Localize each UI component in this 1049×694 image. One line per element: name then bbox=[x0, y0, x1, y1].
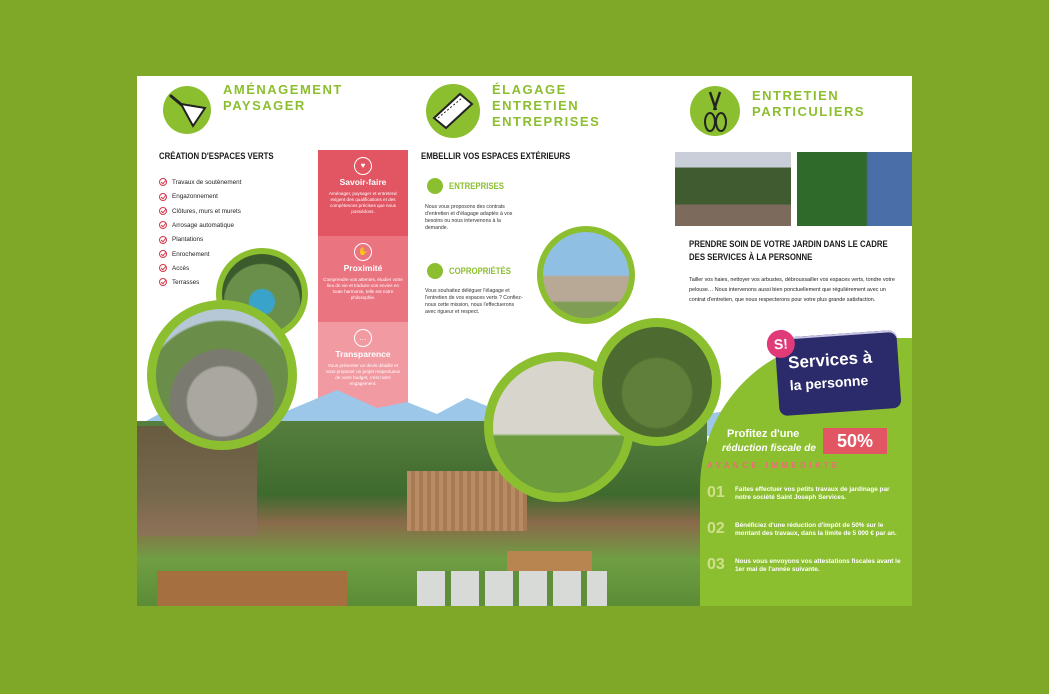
step-text: Faites effectuer vos petits travaux de jardinage par notre société Saint Joseph Services. bbox=[735, 486, 890, 501]
terrace-photo bbox=[147, 300, 297, 450]
col3-heading: ENTRETIEN PARTICULIERS bbox=[752, 88, 866, 119]
check-icon bbox=[159, 278, 167, 286]
logo-line2: la personne bbox=[789, 371, 869, 394]
logo-line1: Services à bbox=[787, 347, 873, 373]
brochure bbox=[137, 76, 912, 606]
offer-advance: AVANCE IMMEDIATE bbox=[707, 461, 841, 470]
checklist-item: Enrochement bbox=[159, 250, 209, 260]
step-text: Nous vous envoyons vos attestations fiscales avant le 1er mai de l'année suivante. bbox=[735, 558, 901, 573]
check-icon bbox=[159, 221, 167, 229]
check-icon bbox=[159, 178, 167, 186]
topiary-photo bbox=[675, 152, 791, 226]
step-number: 01 bbox=[707, 484, 725, 501]
value-box-transparence: … Transparence Vous présenter un devis détaillé et vous proposer un projet respectueux de votre budget, c'est notre engagement. bbox=[318, 322, 408, 417]
pruning-shears-icon bbox=[690, 86, 740, 136]
handshake-icon: ♥ bbox=[354, 157, 372, 175]
step-text: Bénéficiez d'une réduction d'impôt de 50% sur le montant des travaux, dans la limite de 5 000 € par an. bbox=[735, 522, 897, 537]
checklist-item: Plantations bbox=[159, 235, 203, 245]
leaf-blower-photo bbox=[593, 318, 721, 446]
col2-subhead: EMBELLIR VOS ESPACES EXTÉRIEURS bbox=[421, 151, 571, 162]
offer-line1: Profitez d'une bbox=[727, 428, 800, 440]
col2-heading: ÉLAGAGE ENTRETIEN ENTREPRISES bbox=[492, 82, 601, 129]
col1-heading: AMÉNAGEMENT PAYSAGER bbox=[223, 82, 343, 113]
offer-line2: réduction fiscale de bbox=[722, 443, 816, 454]
col3-body: Tailler vos haies, nettoyer vos arbustes, débroussailler vos espaces verts, tondre votre pelouse… Nous intervenons aussi bien ponctuellement que régulièrement avec un contrat d'entretien, que nous respecterons pour votre plus grande satisfaction. bbox=[689, 277, 895, 303]
raised-planter bbox=[157, 571, 347, 606]
coproprietes-text: Vous souhaitez déléguer l'élagage et l'entretien de vos espaces verts ? Confiez-nous cette mission, nous l'effectuerons avec rigueur et respect. bbox=[425, 288, 523, 315]
check-icon bbox=[159, 264, 167, 272]
value-box-savoir-faire: ♥ Savoir-faire Aménager, paysager et entretenir exigent des qualifications et des compétences précises que nous possédons. bbox=[318, 150, 408, 236]
entreprises-title: ENTREPRISES bbox=[449, 181, 504, 192]
checklist-item: Accès bbox=[159, 264, 189, 274]
coproprietes-icon bbox=[427, 263, 443, 279]
step-number: 02 bbox=[707, 520, 725, 537]
tree-city-photo bbox=[537, 226, 635, 324]
step-number: 03 bbox=[707, 556, 725, 573]
services-logo bbox=[774, 330, 901, 416]
checklist-item: Travaux de soutènement bbox=[159, 178, 241, 188]
entreprises-icon bbox=[427, 178, 443, 194]
offer-percent: 50% bbox=[823, 428, 887, 454]
hedge-trimming-photo bbox=[797, 152, 912, 226]
checklist-item: Arrosage automatique bbox=[159, 221, 234, 231]
speech-bubble-icon: … bbox=[354, 329, 372, 347]
checklist-item: Engazonnement bbox=[159, 192, 218, 202]
hands-icon: ✋ bbox=[354, 243, 372, 261]
check-icon bbox=[159, 207, 167, 215]
col3-subhead: PRENDRE SOIN DE VOTRE JARDIN DANS LE CADRE DES SERVICES À LA PERSONNE bbox=[689, 239, 888, 263]
stepping-stones bbox=[417, 571, 607, 606]
col1-subhead: CRÉATION D'ESPACES VERTS bbox=[159, 151, 274, 162]
check-icon bbox=[159, 250, 167, 258]
logo-badge: S! bbox=[766, 329, 796, 359]
checklist-item: Clôtures, murs et murets bbox=[159, 207, 241, 217]
checklist-item: Terrasses bbox=[159, 278, 199, 288]
check-icon bbox=[159, 236, 167, 244]
value-box-proximite: ✋ Proximité Comprendre vos attentes, étudier votre lieu de vie et traduire vos envies en toute harmonie, telle est notre philosophie. bbox=[318, 236, 408, 322]
check-icon bbox=[159, 193, 167, 201]
coproprietes-title: COPROPRIÉTÉS bbox=[449, 266, 511, 277]
entreprises-text: Nous vous proposons des contrats d'entretien et d'élagage adaptés à vos besoins ou nous intervenons à la demande. bbox=[425, 204, 513, 231]
trowel-icon bbox=[163, 86, 211, 134]
saw-icon bbox=[426, 84, 480, 138]
